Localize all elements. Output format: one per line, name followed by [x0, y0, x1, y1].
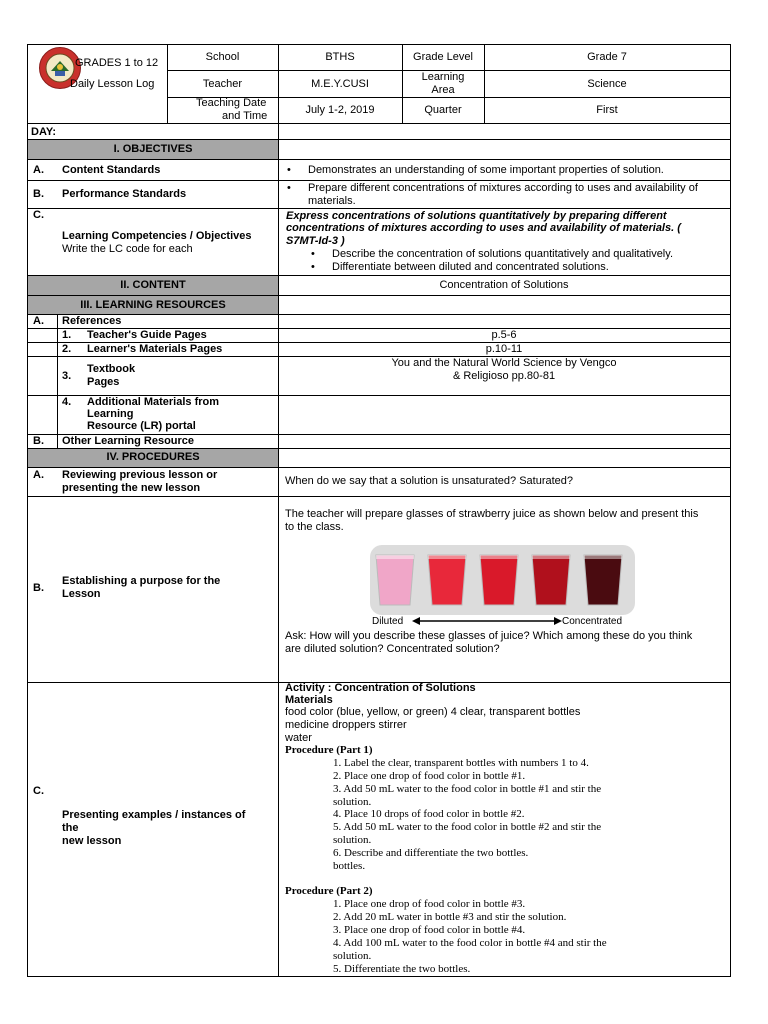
- content-standards-text: Demonstrates an understanding of some important properties of solution.: [308, 164, 664, 176]
- materials-line-1: food color (blue, yellow, or green) 4 clear, transparent bottles: [285, 706, 581, 718]
- juice-glass: [480, 555, 518, 605]
- doc-type-line2: Daily Lesson Log: [70, 78, 155, 90]
- procedure-b-text-2: to the class.: [285, 521, 344, 533]
- glass-rim: [532, 555, 570, 559]
- procedure-b-letter: B.: [33, 582, 44, 594]
- procedure-c-label-1: Presenting examples / instances of: [62, 809, 246, 821]
- part2-step-4: 4. Add 100 mL water to the food color in bottle #4 and stir the: [333, 937, 607, 949]
- part1-step-3: 3. Add 50 mL water to the food color in bottle #1 and stir the: [333, 783, 602, 795]
- part1-step-6: 6. Describe and differentiate the two bottles.: [333, 847, 529, 859]
- diluted-label: Diluted: [372, 616, 404, 627]
- ref-4-label-3: Resource (LR) portal: [87, 420, 196, 432]
- ref-4-label-2: Learning: [87, 408, 134, 420]
- procedure-c-label-2: the: [62, 822, 79, 834]
- part1-step-5: 5. Add 50 mL water to the food color in bottle #2 and stir the: [333, 821, 602, 833]
- competencies-bold-2: concentrations of mixtures according to uses and availability of materials. (: [286, 222, 681, 234]
- other-resource-letter: B.: [33, 435, 44, 447]
- juice-glass: [532, 555, 570, 605]
- juice-glass: [428, 555, 466, 605]
- procedure-a-text: When do we say that a solution is unsaturated? Saturated?: [285, 475, 574, 487]
- materials-line-3: water: [285, 732, 312, 744]
- glass-rim: [428, 555, 466, 559]
- part2-step-5: 5. Differentiate the two bottles.: [333, 963, 471, 975]
- content-value: Concentration of Solutions: [439, 279, 569, 291]
- procedure-b-text-1: The teacher will prepare glasses of strawberry juice as shown below and present this: [285, 508, 699, 520]
- ref-3-value-2: & Religioso pp.80-81: [452, 370, 556, 382]
- performance-standards-text-2: materials.: [308, 195, 356, 207]
- references-letter: A.: [33, 315, 44, 327]
- part1-step-3b: solution.: [333, 796, 372, 808]
- objectives-heading: I. OBJECTIVES: [113, 143, 193, 155]
- doc-type-line1: GRADES 1 to 12: [75, 57, 159, 69]
- objective-b-letter: B.: [33, 188, 44, 200]
- part2-step-1: 1. Place one drop of food color in bottle #3.: [333, 898, 526, 910]
- procedure-c-label-3: new lesson: [62, 835, 122, 847]
- ref-3-label-1: Textbook: [87, 363, 136, 375]
- part1-step-2: 2. Place one drop of food color in bottle #1.: [333, 770, 526, 782]
- area-label-1: Learning: [421, 71, 465, 83]
- area-value: Science: [587, 78, 627, 90]
- date-label-2: and Time: [222, 110, 268, 122]
- glass-rim: [480, 555, 518, 559]
- part1-step-6b: bottles.: [333, 860, 366, 872]
- school-value: BTHS: [325, 51, 355, 63]
- ref-4-label-1: Additional Materials from: [87, 396, 220, 408]
- references-label: References: [62, 315, 122, 327]
- grade-value: Grade 7: [587, 51, 627, 63]
- competency-bullet-1: Describe the concentration of solutions quantitatively and qualitatively.: [332, 248, 673, 260]
- content-heading: II. CONTENT: [120, 279, 186, 291]
- ref-3-value-1: You and the Natural World Science by Vengco: [391, 357, 617, 369]
- teacher-value: M.E.Y.CUSI: [311, 78, 369, 90]
- procedure-b-ask-2: are diluted solution? Concentrated solution?: [285, 643, 500, 655]
- performance-standards-label: Performance Standards: [62, 188, 187, 200]
- objective-a-letter: A.: [33, 164, 44, 176]
- part1-step-5b: solution.: [333, 834, 372, 846]
- quarter-label: Quarter: [424, 104, 462, 116]
- resources-heading: III. LEARNING RESOURCES: [80, 299, 226, 311]
- competencies-label: Learning Competencies / Objectives: [62, 230, 252, 242]
- ref-2-value: p.10-11: [485, 343, 523, 355]
- performance-standards-text-1: Prepare different concentrations of mixtures according to uses and availability of: [308, 182, 698, 194]
- competencies-bold-1: Express concentrations of solutions quantitatively by preparing different: [286, 210, 667, 222]
- bullet: •: [287, 164, 291, 176]
- procedure-a-label-1: Reviewing previous lesson or: [62, 469, 218, 481]
- procedure-a-letter: A.: [33, 469, 44, 481]
- other-resource-label: Other Learning Resource: [62, 435, 195, 447]
- procedure-b-label-1: Establishing a purpose for the: [62, 575, 221, 587]
- materials-line-2: medicine droppers stirrer: [285, 719, 407, 731]
- ref-2-label: Learner's Materials Pages: [87, 343, 223, 355]
- procedures-heading: IV. PROCEDURES: [106, 451, 200, 463]
- part1-step-4: 4. Place 10 drops of food color in bottle #2.: [333, 808, 525, 820]
- teacher-label: Teacher: [202, 78, 243, 90]
- glass-rim: [584, 555, 622, 559]
- school-label: School: [205, 51, 240, 63]
- date-label-1: Teaching Date: [196, 97, 267, 109]
- area-label-2: Area: [431, 84, 455, 96]
- part2-step-2: 2. Add 20 mL water in bottle #3 and stir the solution.: [333, 911, 567, 923]
- juice-glass: [584, 555, 622, 605]
- ref-3-label-2: Pages: [87, 376, 120, 388]
- ref-1-value: p.5-6: [491, 329, 517, 341]
- concentrated-label: Concentrated: [562, 616, 623, 627]
- competency-bullet-2: Differentiate between diluted and concentrated solutions.: [332, 261, 609, 273]
- bullet: •: [287, 182, 291, 194]
- ref-3-num: 3.: [62, 370, 72, 382]
- procedure-c-letter: C.: [33, 785, 44, 797]
- grade-label: Grade Level: [413, 51, 473, 63]
- ref-1-label: Teacher's Guide Pages: [87, 329, 207, 341]
- procedure-b-label-2: Lesson: [62, 588, 101, 600]
- content-standards-label: Content Standards: [62, 164, 161, 176]
- date-value: July 1-2, 2019: [305, 104, 375, 116]
- part1-title: Procedure (Part 1): [285, 744, 373, 756]
- activity-title: Activity : Concentration of Solutions: [285, 682, 476, 694]
- bullet: •: [311, 261, 315, 273]
- juice-glass: [376, 555, 414, 605]
- bullet: •: [311, 248, 315, 260]
- ref-1-num: 1.: [62, 329, 72, 341]
- quarter-value: First: [596, 104, 618, 116]
- materials-title: Materials: [285, 694, 333, 706]
- ref-2-num: 2.: [62, 343, 72, 355]
- part1-step-1: 1. Label the clear, transparent bottles with numbers 1 to 4.: [333, 757, 589, 769]
- part2-step-4b: solution.: [333, 950, 372, 962]
- procedure-b-ask-1: Ask: How will you describe these glasses of juice? Which among these do you think: [285, 630, 693, 642]
- day-label: DAY:: [31, 126, 57, 138]
- procedure-a-label-2: presenting the new lesson: [62, 482, 201, 494]
- ref-4-num: 4.: [62, 396, 72, 408]
- competencies-bold-3: S7MT-Id-3 ): [286, 235, 345, 247]
- glass-rim: [376, 555, 414, 559]
- objective-c-letter: C.: [33, 209, 44, 221]
- part2-title: Procedure (Part 2): [285, 885, 373, 897]
- part2-step-3: 3. Place one drop of food color in bottle #4.: [333, 924, 526, 936]
- competencies-sub: Write the LC code for each: [62, 243, 193, 255]
